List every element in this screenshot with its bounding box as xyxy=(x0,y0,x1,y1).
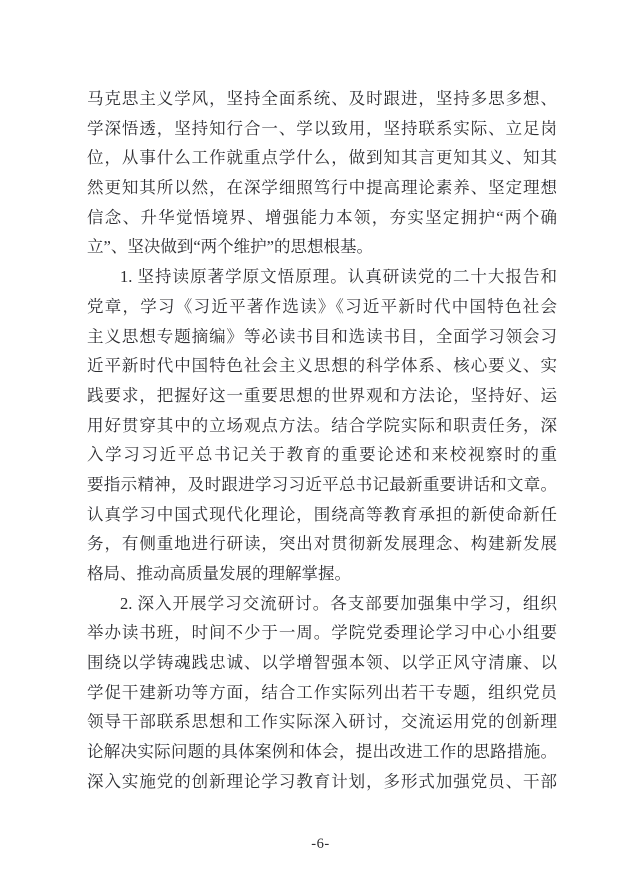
text-line: 信念、升华觉悟境界、增强能力本领，夯实坚定拥护“两个确 xyxy=(87,207,557,227)
text-line: 位，从事什么工作就重点学什么，做到知其言更知其义、知其 xyxy=(87,148,557,168)
text-line: 用好贯穿其中的立场观点方法。结合学院实际和职责任务，深 xyxy=(87,415,557,435)
text-line: 学深悟透，坚持知行合一、学以致用，坚持联系实际、立足岗 xyxy=(87,118,557,138)
text-line: 格局、推动高质量发展的理解掌握。 xyxy=(87,564,351,583)
text-line: 入学习习近平总书记关于教育的重要论述和来校视察时的重 xyxy=(87,445,557,465)
text-line: 认真学习中国式现代化理论，围绕高等教育承担的新使命新任 xyxy=(87,504,557,524)
text-line: 举办读书班，时间不少于一周。学院党委理论学习中心小组要 xyxy=(87,623,557,643)
text-line: 围绕以学铸魂践忠诚、以学增智强本领、以学正风守清廉、以 xyxy=(87,653,557,673)
text-line: 务，有侧重地进行研读，突出对贯彻新发展理念、构建新发展 xyxy=(87,534,557,554)
text-line: 学促干建新功等方面，结合工作实际列出若干专题，组织党员 xyxy=(87,682,557,702)
page-number: -6- xyxy=(311,836,330,852)
text-line: 要指示精神，及时跟进学习习近平总书记最新重要讲话和文章。 xyxy=(87,474,557,494)
text-line: 马克思主义学风，坚持全面系统、及时跟进，坚持多思多想、 xyxy=(87,89,557,108)
document-page-text xyxy=(87,84,557,797)
text-line: 主义思想专题摘编》等必读书目和选读书目，全面学习领会习 xyxy=(87,326,557,346)
text-line: 立”、坚决做到“两个维护”的思想根基。 xyxy=(87,237,373,257)
text-line: 深入实施党的创新理论学习教育计划，多形式加强党员、干部 xyxy=(87,771,557,791)
text-line: 党章，学习《习近平著作选读》《习近平新时代中国特色社会 xyxy=(87,296,557,316)
text-line: 1. 坚持读原著学原文悟原理。认真研读党的二十大报告和 xyxy=(120,267,557,287)
text-line: 践要求，把握好这一重要思想的世界观和方法论，坚持好、运 xyxy=(87,385,557,405)
text-line: 近平新时代中国特色社会主义思想的科学体系、核心要义、实 xyxy=(87,356,557,376)
text-line: 2. 深入开展学习交流研讨。各支部要加强集中学习，组织 xyxy=(120,593,557,613)
text-line: 领导干部联系思想和工作实际深入研讨，交流运用党的创新理 xyxy=(87,712,557,732)
text-line: 论解决实际问题的具体案例和体会，提出改进工作的思路措施。 xyxy=(87,742,557,762)
text-line: 然更知其所以然，在深学细照笃行中提高理论素养、坚定理想 xyxy=(87,178,557,198)
